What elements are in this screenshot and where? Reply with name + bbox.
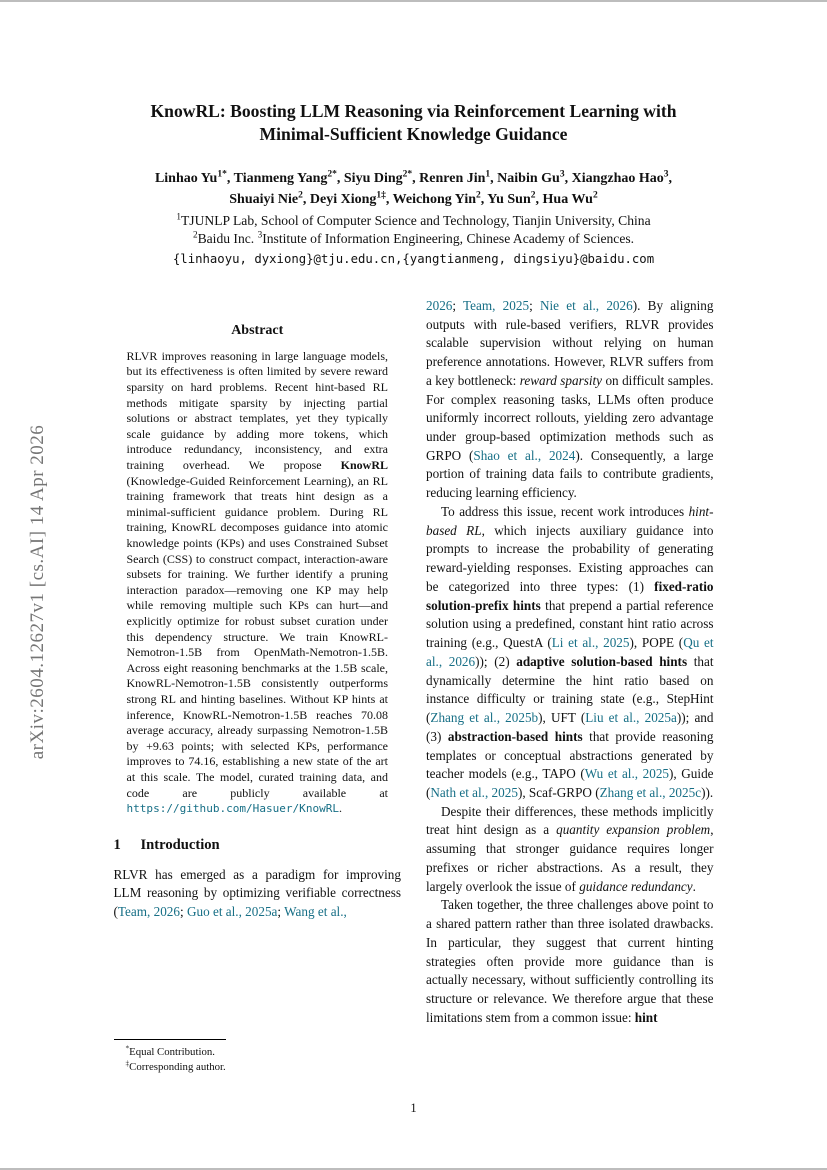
- text-segment: 2: [298, 190, 303, 201]
- text-segment: 2: [530, 190, 536, 201]
- text-segment: ,: [302, 191, 310, 207]
- citation-link[interactable]: Team, 2025: [463, 297, 530, 313]
- text-segment: ,: [336, 170, 344, 186]
- text-segment: ;: [179, 904, 187, 920]
- text-segment: Deyi Xiong: [309, 191, 377, 207]
- authors-line-1: [114, 168, 714, 189]
- affiliation-line-2: [114, 230, 714, 248]
- text-segment: fixed-ratio solution-prefix hints: [426, 578, 714, 613]
- paper-header: [114, 2, 714, 267]
- citation-link[interactable]: Zhang et al., 2025c: [599, 784, 702, 800]
- citation-link[interactable]: Liu et al., 2025a: [585, 710, 677, 726]
- text-segment: RLVR has emerged as a paradigm for improving LLM reasoning by optimizing verifiable correctness (: [113, 866, 401, 920]
- text-segment: To address this issue, recent work introduces: [441, 503, 689, 519]
- authors-line-2: [114, 189, 714, 210]
- text-segment: ;: [452, 297, 464, 313]
- authors-block: [114, 168, 714, 210]
- intro-paragraph: [114, 866, 402, 922]
- text-segment: 1‡: [376, 190, 386, 201]
- text-segment: 3: [559, 169, 565, 180]
- paper-title-line-2: Minimal-Sufficient Knowledge Guidance: [259, 124, 568, 145]
- text-segment: that provide reasoning templates or conceptual abstractions generated by teacher models (e.g., TAPO (: [426, 728, 714, 782]
- text-segment: 2: [476, 190, 481, 201]
- citation-link[interactable]: Li et al., 2025: [551, 635, 630, 651]
- footnote-rule: [114, 1039, 226, 1040]
- abstract-text: [114, 349, 402, 817]
- right-column: [426, 297, 714, 1077]
- citation-link[interactable]: Team, 2026: [117, 904, 180, 920]
- footnote-equal-contribution: [114, 1045, 402, 1060]
- text-segment: hint-based RL: [426, 503, 714, 538]
- email-line: {linhaoyu, dyxiong}@tju.edu.cn,{yangtianmeng, dingsiyu}@baidu.com: [172, 251, 655, 266]
- text-segment: *: [125, 1043, 130, 1053]
- text-segment: that prepend a partial reference solution using a predefined, constant hint ratio across training (e.g., QuestA (: [426, 597, 714, 651]
- body-paragraph-4: [426, 896, 714, 1027]
- body-paragraph-3: [426, 803, 714, 897]
- text-segment: ), UFT (: [538, 710, 586, 726]
- text-segment: Xiangzhao Hao: [571, 170, 664, 186]
- text-segment: reward sparsity: [519, 372, 603, 388]
- text-segment: KnowRL: [340, 458, 388, 473]
- text-segment: 3: [663, 169, 669, 180]
- text-segment: on difficult samples. For complex reasoning tasks, LLMs often produce uniformly incorrect rollouts, yielding zero advantage under group-based optimization methods such as GRPO (: [426, 372, 714, 463]
- body-paragraph-1: [426, 297, 714, 503]
- text-segment: , which injects auxiliary guidance into prompts to increase the probability of generating reward-yielding responses. Existing approaches can be categorized into three types: (1): [426, 522, 714, 594]
- text-segment: Renren Jin: [419, 170, 486, 186]
- footnotes-block: [114, 1039, 402, 1077]
- citation-link[interactable]: Shao et al., 2024: [473, 447, 576, 463]
- text-segment: Baidu Inc.: [197, 230, 258, 246]
- paper-title-line-1: KnowRL: Boosting LLM Reasoning via Reinforcement Learning with: [150, 101, 677, 121]
- text-segment: 2*: [402, 169, 413, 180]
- two-column-body: [114, 297, 714, 1077]
- affiliations-block: [114, 212, 714, 267]
- section-heading-introduction: [114, 837, 402, 854]
- text-segment: Taken together, the three challenges above point to a shared pattern rather than three isolated drawbacks. In particular, they suggest that current hinting strategies often provide more guidance than is actually necessary, without sufficiently controlling its structure or relevance. We therefore argue that these limitations stem from a common issue:: [426, 897, 714, 1025]
- text-segment: (Knowledge-Guided Reinforcement Learning), an RL training framework that treats hint design as a minimal-sufficient guidance problem. During RL training, KnowRL decomposes guidance into atomic knowledge points (KPs) and uses Constrained Subset Search (CSS) to construct compact, interaction-aware subsets for training. We further identify a pruning interaction paradox—removing one KP may help while removing multiple such KPs can hurt—and explicitly optimize for robust subset curation under this dependency structure. We train KnowRL-Nemotron-1.5B from OpenMath-Nemotron-1.5B. Across eight reasoning benchmarks at the 1.5B scale, KnowRL-Nemotron-1.5B consistently outperforms strong RL and hinting baselines. Without KP hints at inference, KnowRL-Nemotron-1.5B reaches 70.08 average accuracy, already surpassing Nemotron-1.5B by +9.63 points; with selected KPs, performance improves to 74.16, establishing a new state of the art at this scale. The model, curated training data, and code are publicly available at: [126, 473, 388, 800]
- text-segment: ). Consequently, a large portion of training data fails to contribute gradients, reducing learning efficiency.: [426, 447, 714, 501]
- text-segment: 1: [485, 169, 491, 180]
- text-segment: Corresponding author.: [129, 1060, 226, 1073]
- text-segment: .: [692, 878, 696, 894]
- text-segment: adaptive solution-based hints: [516, 653, 688, 669]
- text-segment: ;: [529, 297, 540, 313]
- text-segment: ,: [480, 191, 488, 207]
- text-segment: Naibin Gu: [497, 170, 560, 186]
- text-segment: Weichong Yin: [392, 191, 477, 207]
- text-segment: )); and (3): [426, 710, 714, 744]
- url-link[interactable]: https://github.com/Hasuer/KnowRL: [126, 802, 340, 816]
- citation-link[interactable]: Guo et al., 2025a: [186, 904, 278, 920]
- left-column: [114, 297, 402, 1077]
- text-segment: ), Scaf-GRPO (: [517, 784, 600, 800]
- citation-link[interactable]: Wang et al.,: [284, 904, 347, 920]
- text-segment: guidance redundancy: [579, 878, 693, 894]
- text-segment: 2: [192, 229, 198, 240]
- text-segment: Linhao Yu: [154, 170, 218, 186]
- citation-link[interactable]: Nie et al., 2026: [539, 297, 633, 313]
- text-segment: , assuming that stronger guidance requires longer prefixes or richer abstractions. As a result, they largely overlook the issue of: [426, 822, 714, 894]
- text-segment: .: [339, 801, 343, 816]
- text-segment: that dynamically determine the hint ratio based on instance difficulty or training state (e.g., StepHint (: [426, 653, 714, 726]
- text-segment: ,: [385, 191, 393, 207]
- text-segment: Tianmeng Yang: [233, 170, 328, 186]
- text-segment: Hua Wu: [542, 191, 593, 207]
- body-paragraph-2: [426, 503, 714, 803]
- page-number: 1: [410, 1101, 417, 1115]
- abstract-heading: Abstract: [231, 322, 284, 338]
- text-segment: 2: [592, 190, 598, 201]
- footnote-corresponding-author: [114, 1060, 402, 1075]
- text-segment: )).: [701, 784, 714, 800]
- text-segment: ,: [412, 170, 420, 186]
- affiliation-line-1: [114, 212, 714, 230]
- text-segment: ). By aligning outputs with rule-based verifiers, RLVR provides scalable supervision without relying on human preference annotations. However, RLVR suffers from a key bottleneck:: [426, 297, 714, 388]
- text-segment: 1*: [217, 169, 227, 180]
- text-segment: TJUNLP Lab, School of Computer Science and Technology, Tianjin University, China: [181, 212, 651, 228]
- text-segment: ,: [490, 170, 498, 186]
- citation-link[interactable]: Nath et al., 2025: [430, 784, 518, 800]
- text-segment: ,: [668, 170, 673, 186]
- arxiv-watermark: arXiv:2604.12627v1 [cs.AI] 14 Apr 2026: [27, 424, 48, 760]
- text-segment: quantity expansion problem: [556, 822, 711, 838]
- section-title: Introduction: [140, 836, 220, 853]
- text-segment: ,: [226, 170, 234, 186]
- citation-link[interactable]: 2026: [426, 297, 453, 313]
- text-segment: Despite their differences, these methods implicitly treat hint design as a: [426, 803, 714, 838]
- text-segment: ), POPE (: [629, 635, 684, 651]
- text-segment: 2*: [327, 169, 337, 180]
- text-segment: Yu Sun: [487, 191, 531, 207]
- citation-link[interactable]: Wu et al., 2025: [584, 766, 670, 782]
- text-segment: 3: [257, 229, 263, 240]
- text-segment: Siyu Ding: [343, 170, 403, 186]
- text-segment: hint: [634, 1009, 658, 1025]
- citation-link[interactable]: Zhang et al., 2025b: [430, 710, 539, 726]
- text-segment: ), Guide (: [426, 766, 714, 800]
- text-segment: ;: [277, 904, 285, 920]
- text-segment: ,: [535, 191, 543, 207]
- text-segment: Shuaiyi Nie: [229, 191, 299, 207]
- paper-content: [114, 2, 714, 1077]
- text-segment: ,: [564, 170, 572, 186]
- text-segment: Institute of Information Engineering, Chinese Academy of Sciences.: [262, 230, 635, 246]
- text-segment: abstraction-based hints: [447, 728, 583, 744]
- text-segment: 1: [176, 211, 181, 222]
- paper-title: [114, 100, 714, 147]
- text-segment: )); (2): [475, 653, 517, 669]
- text-segment: RLVR improves reasoning in large language models, but its effectiveness is often limited by severe reward sparsity on hard problems. Recent hint-based RL methods mitigate sparsity by injecting partial solutions or abstract templates, yet they typically scale guidance by adding more tokens, which introduce redundancy, inconsistency, and extra training overhead. We propose: [126, 348, 388, 473]
- text-segment: Equal Contribution.: [129, 1045, 215, 1058]
- text-segment: ‡: [125, 1058, 130, 1068]
- citation-link[interactable]: Qu et al., 2026: [426, 635, 714, 669]
- section-number: 1: [113, 836, 121, 853]
